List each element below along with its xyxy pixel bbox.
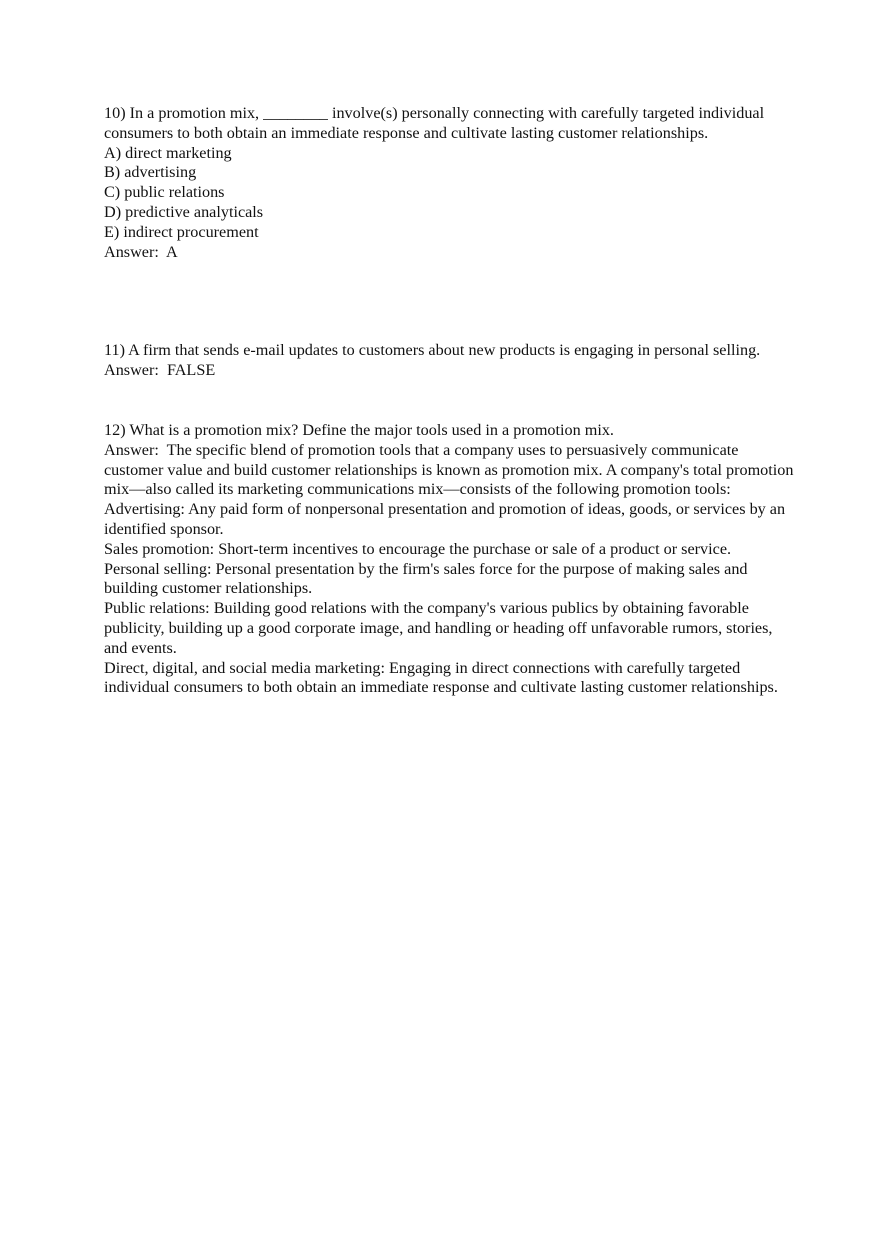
question-11	[104, 341, 794, 381]
question-10-option-b: B) advertising	[104, 163, 197, 182]
question-12-tool-personal-selling: Personal selling: Personal presentation by the firm's sales force for the purpose of making sales and building customer relationships.	[104, 559, 752, 598]
question-10-answer: Answer: A	[104, 242, 178, 261]
question-12-tool-public-relations: Public relations: Building good relations with the company's various publics by obtaining favorable publicity, building up a good corporate image, and handling or heading off unfavorable rumors, stories, and events.	[104, 599, 777, 657]
question-11-stem: 11) A firm that sends e-mail updates to customers about new products is engaging in personal selling.	[104, 341, 761, 360]
question-11-answer: Answer: FALSE	[104, 361, 216, 380]
question-10	[104, 104, 794, 262]
document-page	[104, 104, 798, 698]
question-10-option-a: A) direct marketing	[104, 143, 232, 162]
question-12-stem: 12) What is a promotion mix? Define the major tools used in a promotion mix.	[104, 420, 614, 439]
question-12-tool-direct-marketing: Direct, digital, and social media marketing: Engaging in direct connections with carefully targeted individual consumers to both obtain an immediate response and cultivate lasting customer relationships.	[104, 658, 778, 697]
question-12-tool-advertising: Advertising: Any paid form of nonpersonal presentation and promotion of ideas, goods, or services by an identified sponsor.	[104, 500, 790, 538]
question-10-stem: 10) In a promotion mix, ________ involve(s) personally connecting with carefully targeted individual consumers to both obtain an immediate response and cultivate lasting customer relationships.	[104, 104, 769, 142]
question-12	[104, 420, 798, 698]
question-10-option-c: C) public relations	[104, 183, 225, 202]
question-12-tool-sales-promotion: Sales promotion: Short-term incentives to encourage the purchase or sale of a product or service.	[104, 539, 732, 558]
question-10-option-d: D) predictive analyticals	[104, 202, 264, 221]
question-10-option-e: E) indirect procurement	[104, 222, 259, 241]
question-12-answer-intro: Answer: The specific blend of promotion tools that a company uses to persuasively communicate customer value and build customer relationships is known as promotion mix. A company's total promotion mix—also called its marketing communications mix—consists of the following promotion tools:	[104, 440, 798, 499]
